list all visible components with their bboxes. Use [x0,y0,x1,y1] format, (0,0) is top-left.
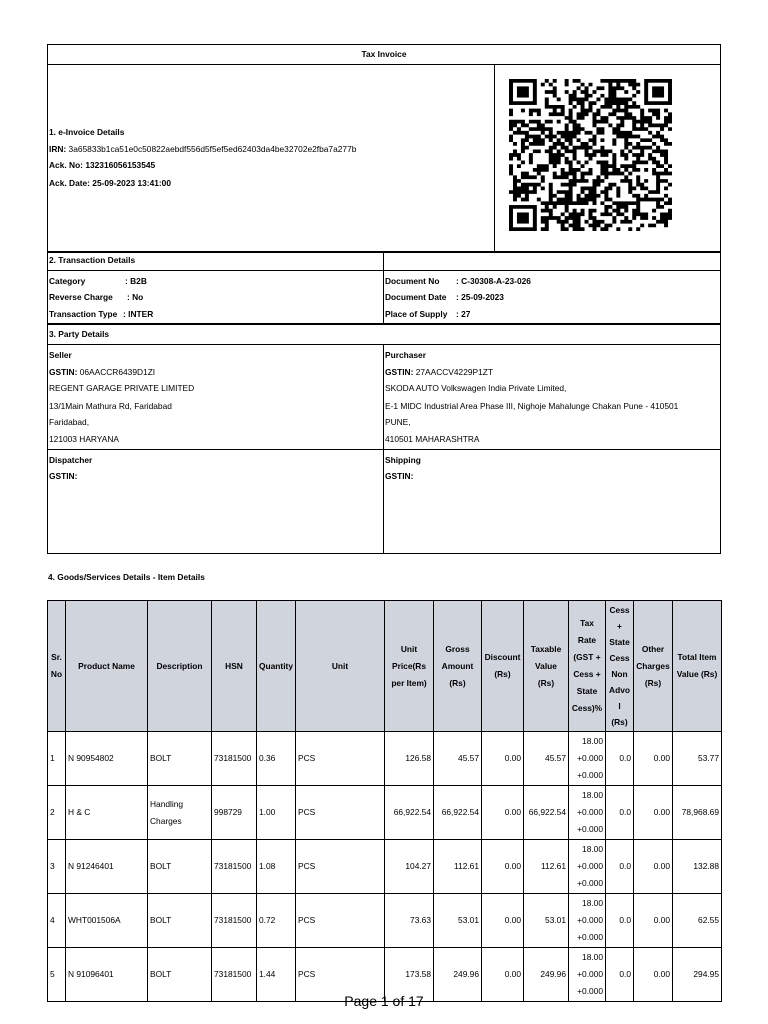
cell-description: BOLT [148,732,212,786]
transaction-column-divider [383,252,384,324]
qr-finder-top-left [509,79,537,105]
header-gross: Gross Amount (Rs) [434,601,482,732]
purchaser-gstin-value: 27AACCV4229P1ZT [415,367,493,377]
cell-cess: 0.0 [606,894,634,948]
cell-product: N 90954802 [66,732,148,786]
document-no-label: Document No [385,276,440,286]
cell-sr: 4 [48,894,66,948]
cell-tax-rate: 18.00 +0.000 +0.000 [569,894,606,948]
qr-divider [494,64,495,252]
ack-no-row [49,160,155,171]
cell-unit: PCS [296,948,385,1002]
cell-unit-price: 173.58 [385,948,434,1002]
cell-description: Handling Charges [148,786,212,840]
dispatcher-label: Dispatcher [49,455,93,465]
einvoice-heading: 1. e-Invoice Details [49,127,125,137]
cell-hsn: 73181500 [212,894,257,948]
seller-label: Seller [49,350,72,360]
cell-product: WHT001506A [66,894,148,948]
cell-total: 53.77 [673,732,722,786]
cell-cess: 0.0 [606,732,634,786]
seller-line-2: 13/1Main Mathura Rd, Faridabad [49,401,172,411]
table-row [48,786,722,840]
header-sr: Sr. No [48,601,66,732]
purchaser-line-1: SKODA AUTO Volkswagen India Private Limited, [385,383,567,393]
cell-cess: 0.0 [606,840,634,894]
cell-total: 132.88 [673,840,722,894]
cell-tax-rate: 18.00 +0.000 +0.000 [569,732,606,786]
seller-line-3: Faridabad, [49,417,90,427]
seller-gstin-value: 06AACCR6439D1ZI [79,367,156,377]
cell-unit: PCS [296,894,385,948]
cell-unit-price: 73.63 [385,894,434,948]
cell-hsn: 73181500 [212,732,257,786]
seller-line-4: 121003 HARYANA [49,434,119,444]
ack-no-label: Ack. No: [49,160,83,170]
document-no-value: : C-30308-A-23-026 [456,276,531,286]
items-header-row [48,601,722,732]
purchaser-line-3: PUNE, [385,417,411,427]
cell-description: BOLT [148,948,212,1002]
party-heading: 3. Party Details [49,329,110,339]
purchaser-label: Purchaser [385,350,426,360]
irn-label: IRN: [49,144,67,154]
cell-product: N 91096401 [66,948,148,1002]
header-quantity: Quantity [257,601,296,732]
cell-taxable: 112.61 [524,840,569,894]
cell-quantity: 0.72 [257,894,296,948]
cell-product: N 91246401 [66,840,148,894]
table-row [48,840,722,894]
cell-unit: PCS [296,840,385,894]
ack-date-value: 25-09-2023 13:41:00 [92,178,171,188]
cell-other: 0.00 [634,786,673,840]
qr-code-image [509,79,672,231]
cell-total: 294.95 [673,948,722,1002]
cell-description: BOLT [148,840,212,894]
cell-tax-rate: 18.00 +0.000 +0.000 [569,786,606,840]
cell-cess: 0.0 [606,948,634,1002]
cell-taxable: 66,922.54 [524,786,569,840]
cell-gross: 53.01 [434,894,482,948]
header-cess-nonadvol: Cess + State Cess Non Advol (Rs) [606,601,634,732]
header-unit-price: Unit Price(Rs per Item) [385,601,434,732]
cell-taxable: 249.96 [524,948,569,1002]
cell-hsn: 998729 [212,786,257,840]
ack-no-value: 132316056153545 [85,160,156,170]
goods-heading: 4. Goods/Services Details - Item Details [48,572,205,582]
irn-row [49,144,356,155]
seller-line-1: REGENT GARAGE PRIVATE LIMITED [49,383,195,393]
cell-sr: 3 [48,840,66,894]
qr-finder-bottom-left [509,205,537,231]
transaction-type-label: Transaction Type [49,309,118,319]
shipping-label: Shipping [385,455,421,465]
cell-discount: 0.00 [482,840,524,894]
cell-product: H & C [66,786,148,840]
header-discount: Discount (Rs) [482,601,524,732]
cell-other: 0.00 [634,732,673,786]
cell-hsn: 73181500 [212,840,257,894]
purchaser-gstin-label: GSTIN: [385,367,414,377]
place-of-supply-value: : 27 [456,309,471,319]
table-row [48,732,722,786]
party-column-divider [383,344,384,554]
cell-gross: 66,922.54 [434,786,482,840]
cell-sr: 2 [48,786,66,840]
cell-other: 0.00 [634,840,673,894]
reverse-charge-value: : No [127,292,144,302]
invoice-title: Tax Invoice [361,49,407,59]
cell-gross: 249.96 [434,948,482,1002]
purchaser-line-4: 410501 MAHARASHTRA [385,434,480,444]
cell-tax-rate: 18.00 +0.000 +0.000 [569,840,606,894]
qr-code-graphic [509,79,672,231]
header-unit: Unit [296,601,385,732]
cell-sr: 5 [48,948,66,1002]
cell-other: 0.00 [634,948,673,1002]
qr-finder-top-right [644,79,672,105]
transaction-type-value: : INTER [123,309,154,319]
cell-taxable: 53.01 [524,894,569,948]
cell-gross: 45.57 [434,732,482,786]
header-tax-rate: Tax Rate (GST + Cess + State Cess)% [569,601,606,732]
document-date-value: : 25-09-2023 [456,292,504,302]
cell-taxable: 45.57 [524,732,569,786]
seller-gstin-label: GSTIN: [49,367,78,377]
cell-unit: PCS [296,786,385,840]
reverse-charge-label: Reverse Charge [49,292,113,302]
ack-date-label: Ack. Date: [49,178,90,188]
transaction-divider [47,270,721,271]
page-number: Page 1 of 17 [344,993,424,1009]
place-of-supply-label: Place of Supply [385,309,448,319]
party-box [47,324,721,554]
cell-total: 78,968.69 [673,786,722,840]
party-heading-divider [47,344,721,345]
cell-unit-price: 104.27 [385,840,434,894]
header-product: Product Name [66,601,148,732]
party-mid-divider [47,449,721,450]
cell-unit-price: 66,922.54 [385,786,434,840]
cell-quantity: 0.36 [257,732,296,786]
cell-discount: 0.00 [482,786,524,840]
cell-quantity: 1.00 [257,786,296,840]
cell-sr: 1 [48,732,66,786]
header-taxable: Taxable Value (Rs) [524,601,569,732]
cell-hsn: 73181500 [212,948,257,1002]
cell-other: 0.00 [634,894,673,948]
shipping-gstin-label: GSTIN: [385,471,414,481]
cell-cess: 0.0 [606,786,634,840]
header-other-charges: Other Charges (Rs) [634,601,673,732]
purchaser-gstin-row [385,367,493,378]
cell-discount: 0.00 [482,894,524,948]
header-hsn: HSN [212,601,257,732]
cell-tax-rate: 18.00 +0.000 +0.000 [569,948,606,1002]
cell-discount: 0.00 [482,732,524,786]
seller-gstin-row [49,367,155,378]
cell-gross: 112.61 [434,840,482,894]
items-table [47,600,722,1002]
irn-value: 3a65833b1ca51e0c50822aebdf556d5f5ef5ed62403da4be32702e2fba7a277b [68,144,357,154]
header-description: Description [148,601,212,732]
header-total: Total Item Value (Rs) [673,601,722,732]
ack-date-row [49,178,171,189]
dispatcher-gstin-label: GSTIN: [49,471,78,481]
cell-unit: PCS [296,732,385,786]
cell-total: 62.55 [673,894,722,948]
cell-unit-price: 126.58 [385,732,434,786]
cell-discount: 0.00 [482,948,524,1002]
cell-description: BOLT [148,894,212,948]
cell-quantity: 1.08 [257,840,296,894]
title-divider [47,64,721,65]
document-date-label: Document Date [385,292,447,302]
category-value: : B2B [125,276,147,286]
cell-quantity: 1.44 [257,948,296,1002]
category-label: Category [49,276,86,286]
transaction-heading: 2. Transaction Details [49,255,136,265]
purchaser-line-2: E-1 MIDC Industrial Area Phase III, Nighoje Mahalunge Chakan Pune - 410501 [385,401,679,411]
table-row [48,894,722,948]
